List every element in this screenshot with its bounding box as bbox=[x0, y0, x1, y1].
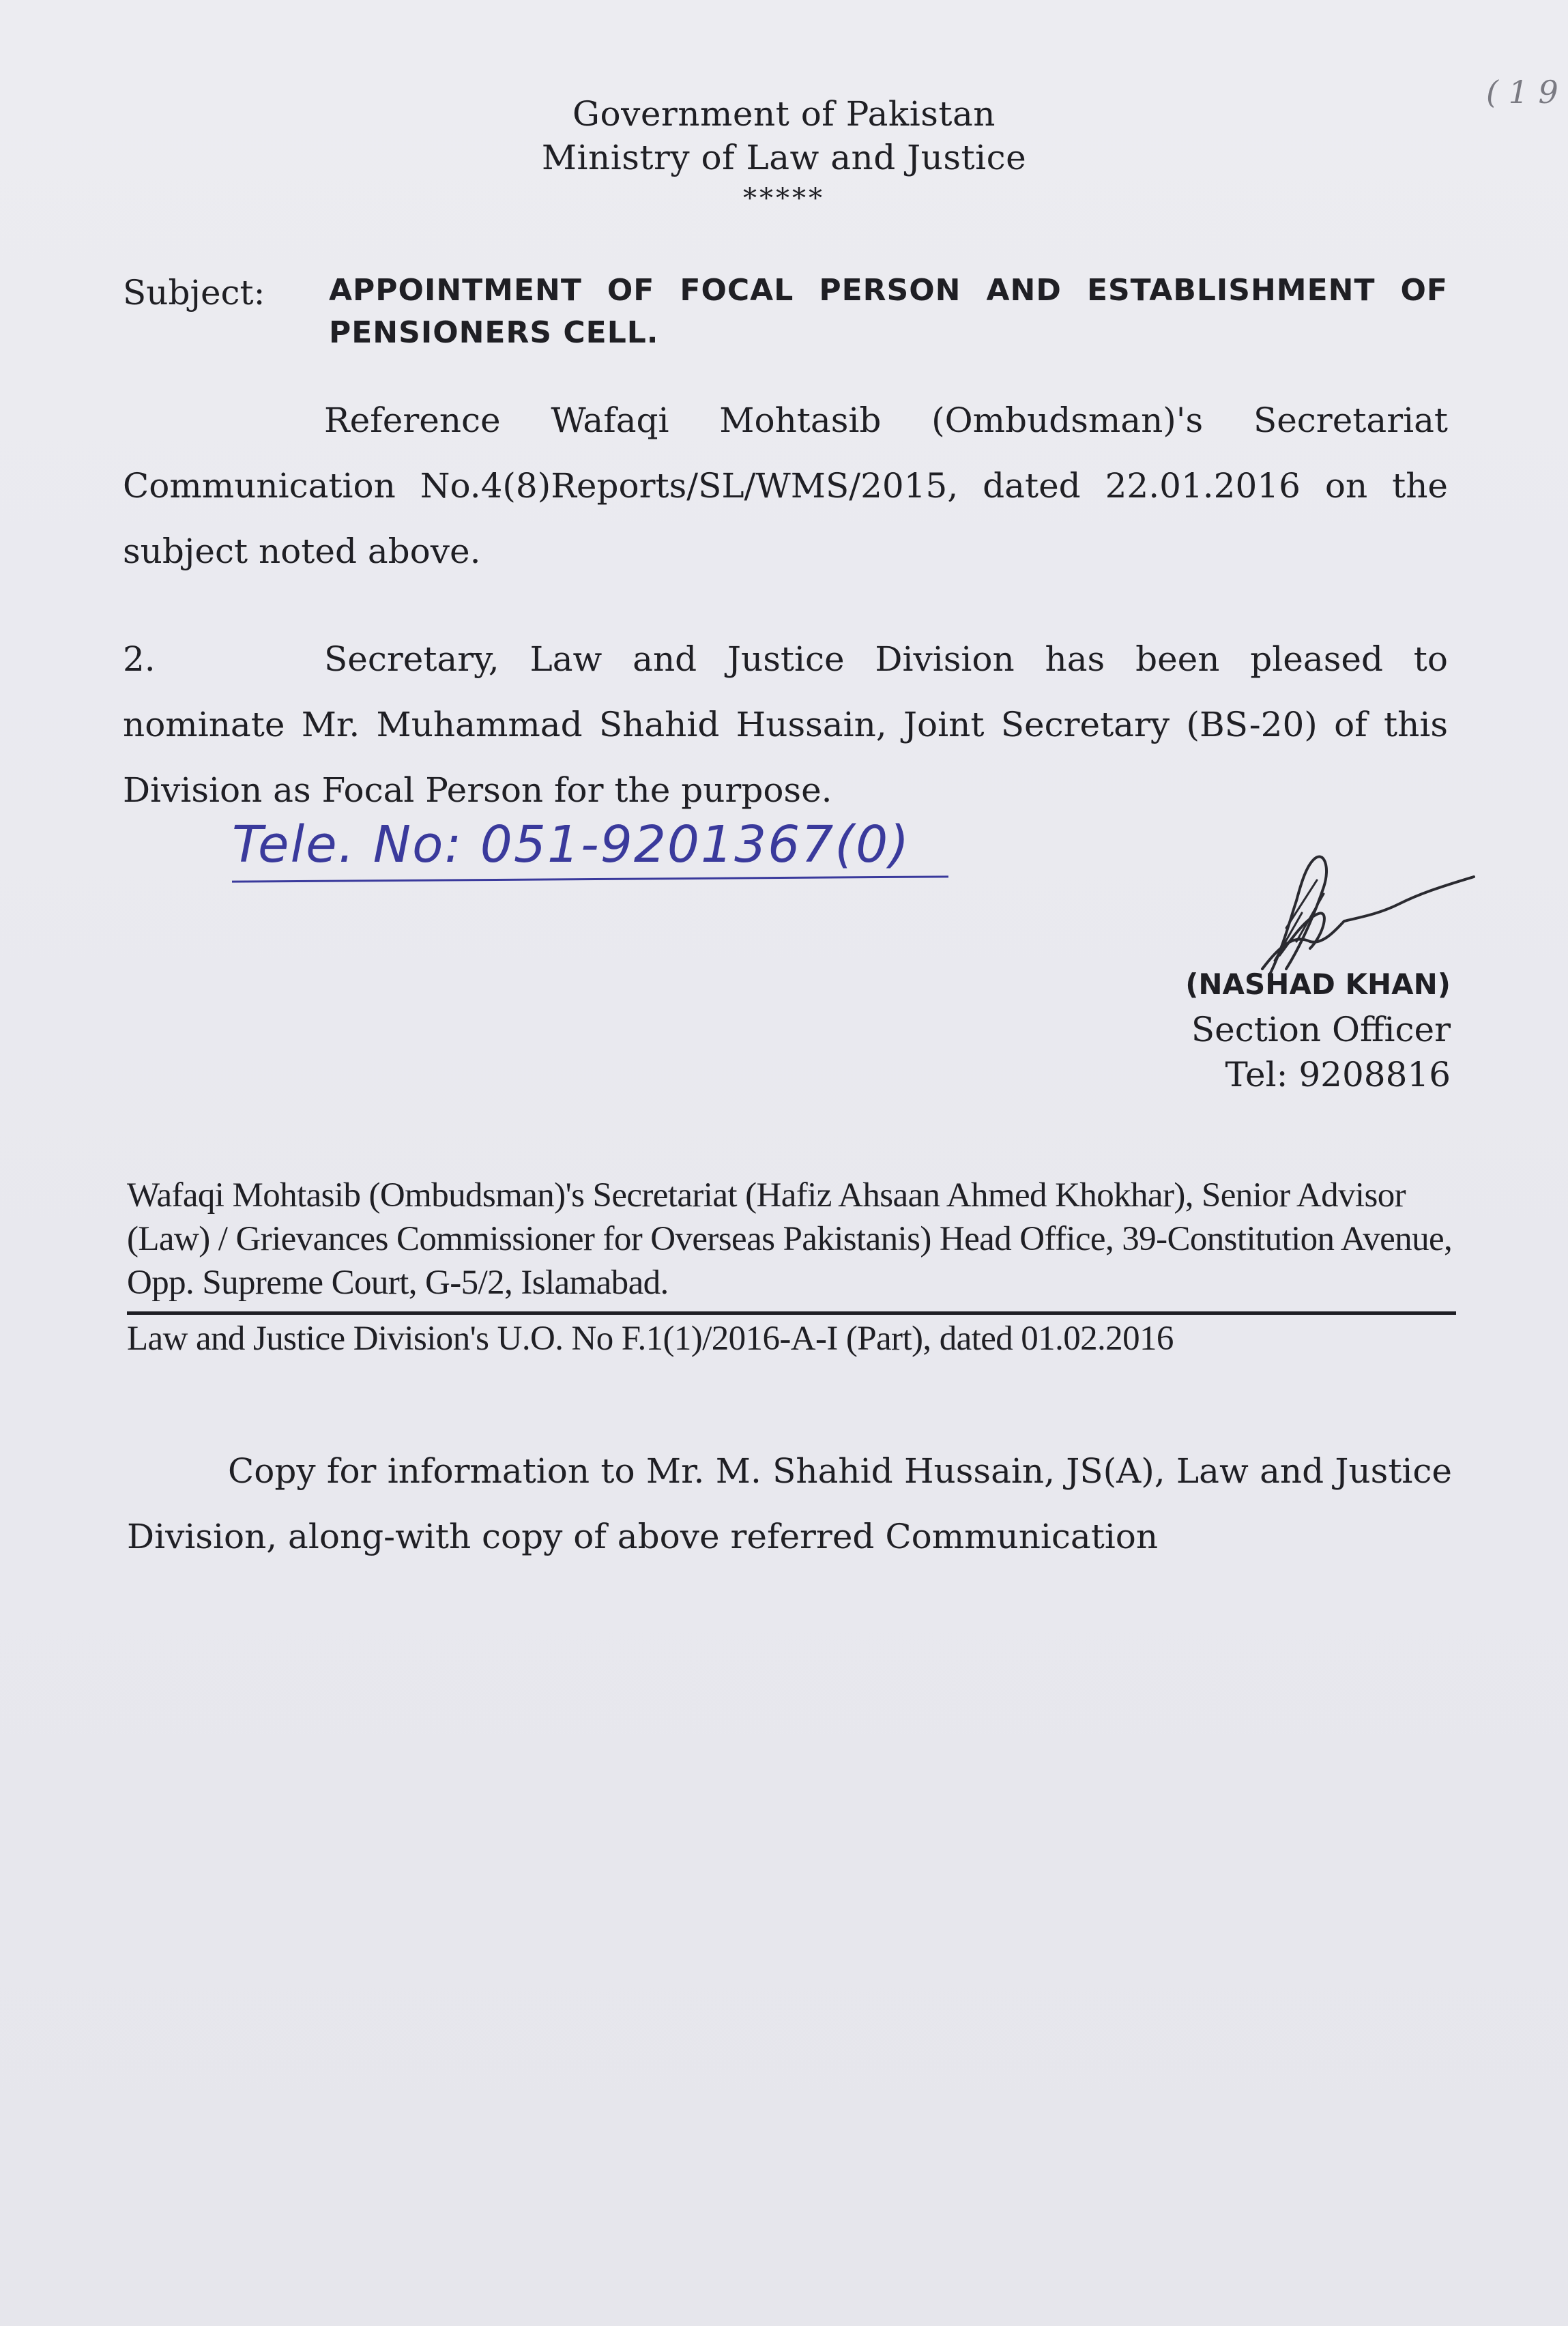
header-government: Government of Pakistan bbox=[572, 94, 996, 134]
paragraph-2 bbox=[123, 626, 1448, 823]
handwritten-telephone-text: Tele. No: 051-9201367(0) bbox=[232, 815, 911, 874]
handwritten-underline bbox=[232, 875, 948, 882]
subject-label: Subject: bbox=[123, 273, 265, 312]
separator-line bbox=[127, 1311, 1456, 1315]
subject-text: APPOINTMENT OF FOCAL PERSON AND ESTABLISHMENT OF PENSIONERS CELL. bbox=[329, 273, 1448, 350]
handwritten-telephone-note bbox=[232, 815, 955, 890]
page-number-mark: ( 1 9 bbox=[1486, 74, 1558, 111]
copy-for-information-text: Copy for information to Mr. M. Shahid Hussain, JS(A), Law and Justice Division, along-with copy of above referred Communication bbox=[127, 1451, 1452, 1556]
uo-reference: Law and Justice Division's U.O. No F.1(1)/2016-A-I (Part), dated 01.02.2016 bbox=[127, 1320, 1174, 1358]
paragraph-2-text: Secretary, Law and Justice Division has been pleased to nominate Mr. Muhammad Shahid Hussain, Joint Secretary (BS-20) of this Division as Focal Person for the purpose. bbox=[123, 639, 1448, 810]
header-stars: ***** bbox=[743, 183, 825, 214]
signatory-telephone: Tel: 9208816 bbox=[1225, 1055, 1451, 1094]
header-ministry: Ministry of Law and Justice bbox=[541, 138, 1027, 177]
paragraph-2-number: 2. bbox=[123, 639, 156, 679]
signatory-block bbox=[1185, 962, 1451, 1097]
signatory-name: (NASHAD KHAN) bbox=[1185, 968, 1451, 1001]
copy-for-information bbox=[127, 1438, 1452, 1569]
paragraph-reference bbox=[123, 388, 1448, 584]
paragraph-reference-text: Reference Wafaqi Mohtasib (Ombudsman)'s Secretariat Communication No.4(8)Reports/SL/WMS/2015, dated 22.01.2016 on the subject noted above. bbox=[123, 401, 1448, 571]
signatory-designation: Section Officer bbox=[1191, 1010, 1451, 1049]
addressee: Wafaqi Mohtasib (Ombudsman)'s Secretariat (Hafiz Ahsaan Ahmed Khokhar), Senior Advisor (Law) / Grievances Commissioner for Overseas Pakistanis) Head Office, 39-Constitution Avenue, Opp. Supreme Court, G-5/2, Islamabad. bbox=[127, 1176, 1453, 1302]
